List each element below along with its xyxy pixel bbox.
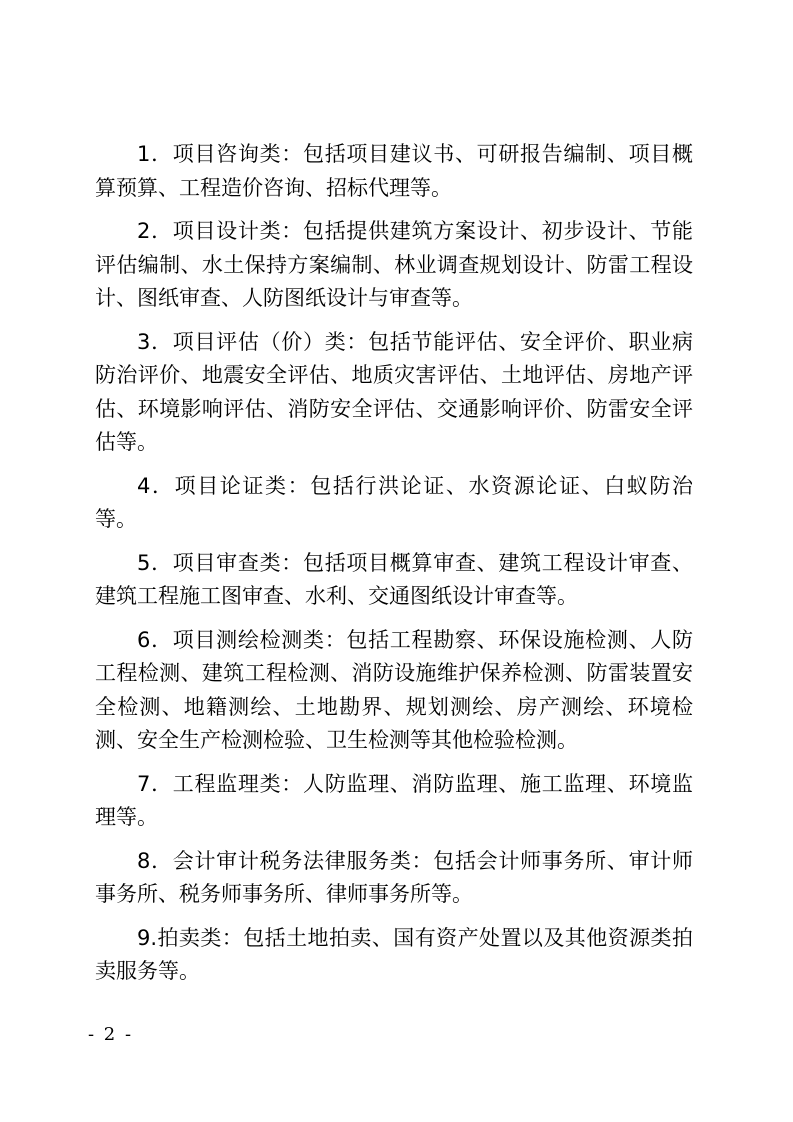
document-body <box>95 138 693 999</box>
paragraph-item-9: 9.拍卖类：包括土地拍卖、国有资产处置以及其他资源类拍卖服务等。 <box>95 925 693 983</box>
paragraph-item-2: 2．项目设计类：包括提供建筑方案设计、初步设计、节能评估编制、水土保持方案编制、林业调查规划设计、防雷工程设计、图纸审查、人防图纸设计与审查等。 <box>95 219 693 310</box>
paragraph-item-7: 7．工程监理类：人防监理、消防监理、施工监理、环境监理等。 <box>95 771 693 829</box>
page-number: - 2 - <box>88 1024 134 1045</box>
paragraph-item-3: 3．项目评估（价）类：包括节能评估、安全评价、职业病防治评价、地震安全评估、地质灾害评估、土地评估、房地产评估、环境影响评估、消防安全评估、交通影响评价、防雷安全评估等。 <box>95 329 693 454</box>
paragraph-item-6: 6．项目测绘检测类：包括工程勘察、环保设施检测、人防工程检测、建筑工程检测、消防设施维护保养检测、防雷装置安全检测、地籍测绘、土地勘界、规划测绘、房产测绘、环境检测、安全生产检测检验、卫生检测等其他检验检测。 <box>95 627 693 752</box>
paragraph-item-4: 4．项目论证类：包括行洪论证、水资源论证、白蚁防治等。 <box>95 473 693 531</box>
paragraph-item-8: 8．会计审计税务法律服务类：包括会计师事务所、审计师事务所、税务师事务所、律师事务所等。 <box>95 848 693 906</box>
paragraph-item-5: 5．项目审查类：包括项目概算审查、建筑工程设计审查、建筑工程施工图审查、水利、交通图纸设计审查等。 <box>95 550 693 608</box>
paragraph-item-1: 1．项目咨询类：包括项目建议书、可研报告编制、项目概算预算、工程造价咨询、招标代理等。 <box>95 142 693 200</box>
